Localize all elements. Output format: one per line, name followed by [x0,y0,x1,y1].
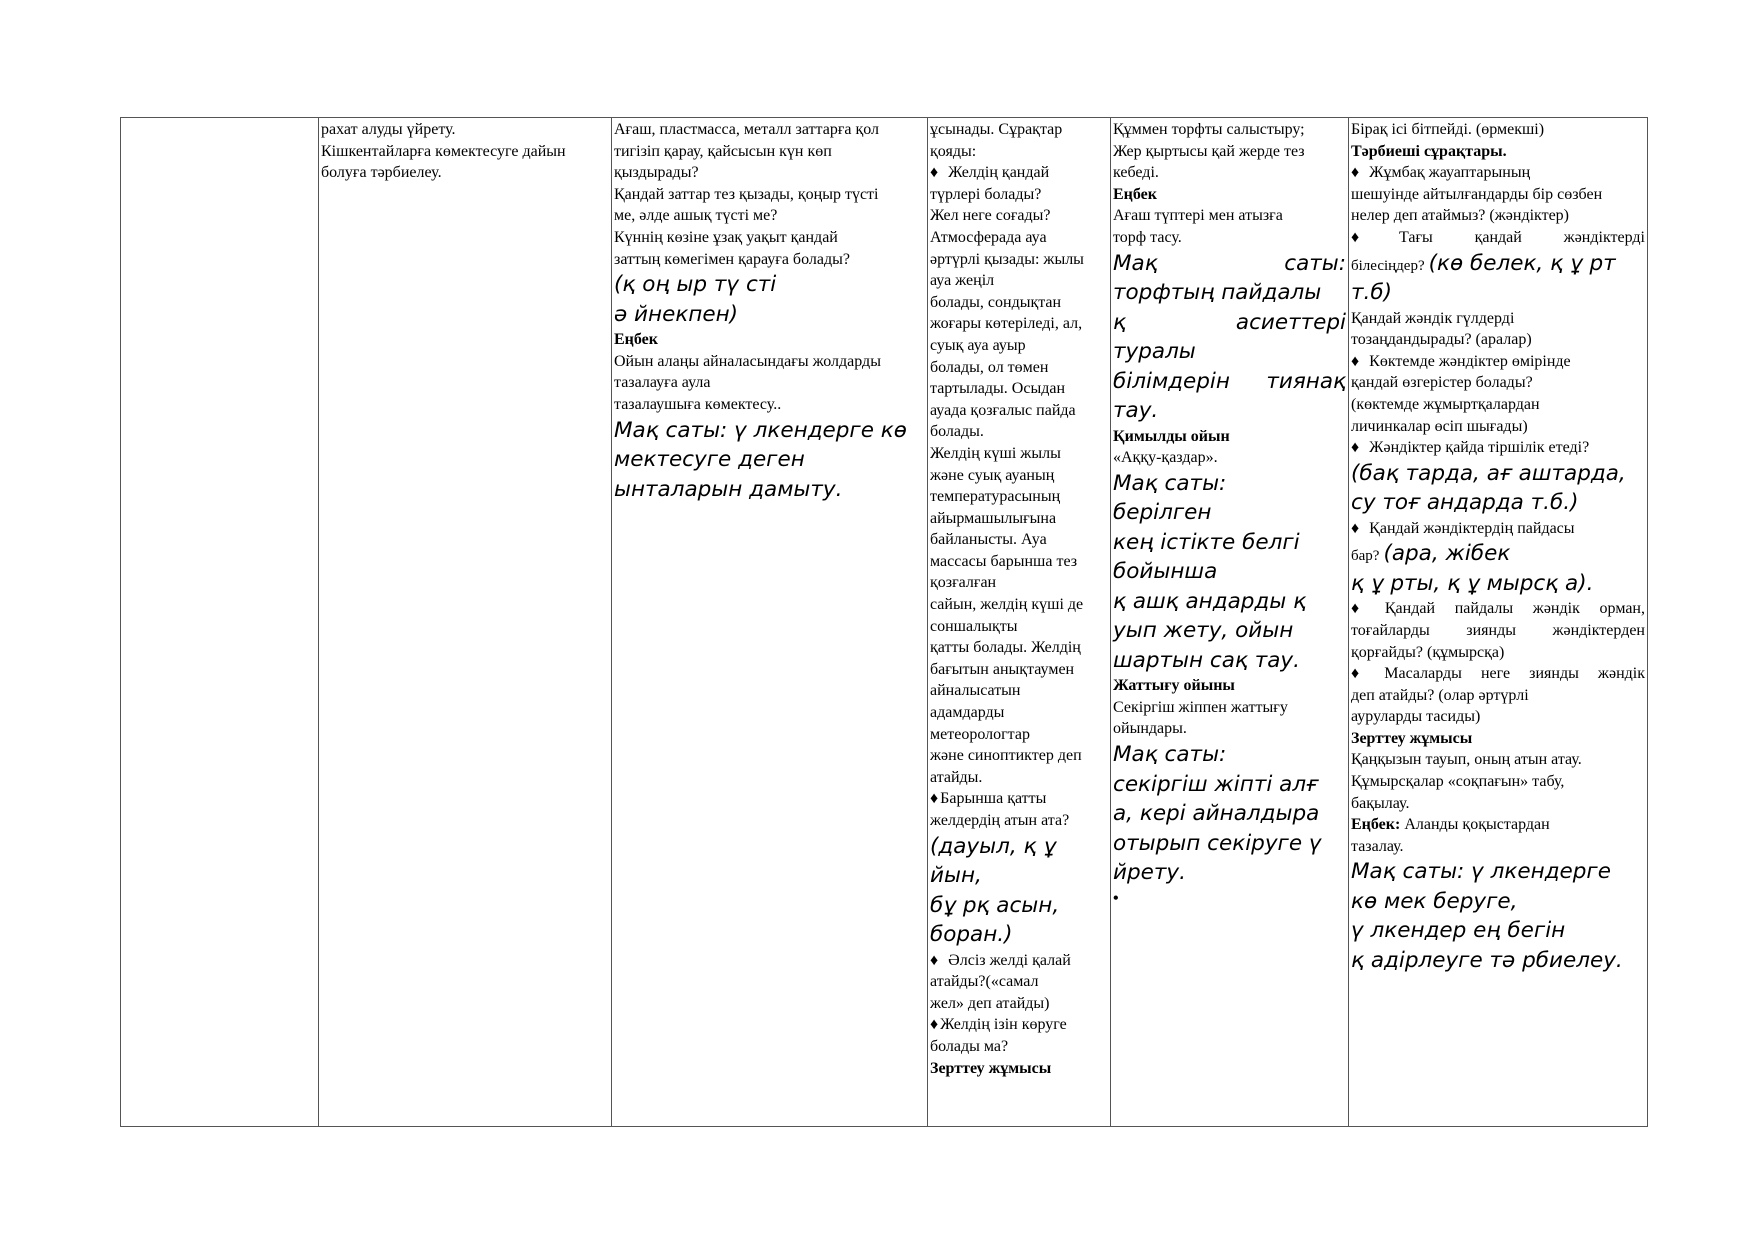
text-line: әртүрлі қызады: жылы [930,250,1084,268]
answer-text: т.б) [1351,280,1393,306]
goal-text: шартын сақ тау. [1113,647,1300,673]
text-line: Қандай жәндік гүлдерді [1351,309,1515,327]
text-line: болады ма? [930,1037,1009,1055]
text-line: метеорологтар [930,725,1030,743]
text-line: болуға тәрбиелеу. [321,164,442,182]
text-line: температурасының [930,488,1061,506]
text-line: Желдің күші жылы [930,444,1061,462]
text-line: қандай өзгерістер болады? [1351,374,1533,392]
text-line: Күннің көзіне ұзақ уақыт қандай [614,228,838,246]
goal-text: қ асиеттері [1113,309,1346,335]
text-line: бақылау. [1351,794,1410,812]
text-line: тазалауға аула [614,374,711,392]
table-cell-3 [612,118,928,1127]
text-line: желдердің атын ата? [930,812,1070,829]
text-line: ойындары. [1113,720,1187,738]
table-cell-4 [928,118,1111,1127]
question-line: ♦ Желдің қандай [930,162,1108,184]
text-line: суық ауа ауыр [930,336,1026,354]
text-line: Бірақ ісі бітпейді. (өрмекші) [1351,121,1545,138]
bullet-mark: • [1113,889,1119,907]
answer-text: қ ұ рты, қ ұ мырсқ а). [1351,570,1594,596]
question-line: ♦ Қандай пайдалы жәндік орман, [1351,598,1645,620]
text-line: тартылады. Осыдан [930,380,1066,398]
text-line: Құмырсқалар «соқпағын» табу, [1351,773,1565,791]
goal-text: торфтың пайдалы [1113,280,1322,306]
section-heading: Еңбек: [1351,816,1401,834]
goal-text: мектесуге деген [614,447,805,473]
text-line: айналысатын [930,682,1021,700]
table-cell-1 [121,118,319,1127]
question-line: ♦ Қандай жәндіктердің пайдасы [1351,518,1645,540]
goal-text: қ адірлеуге тә рбиелеу. [1351,947,1623,973]
text-line: қояды: [930,142,977,160]
goal-text: кең істікте белгі [1113,529,1300,555]
question-line: ♦ Масаларды неге зиянды жәндік [1351,663,1645,685]
text-line: Атмосферада ауа [930,228,1047,246]
text-line: личинкалар өсіп шығады) [1351,417,1528,435]
section-heading: Жаттығу ойыны [1113,677,1235,695]
text-fragment: білесіңдер? [1351,257,1425,274]
text-line: (көктемде жұмыртқалардан [1351,395,1540,413]
goal-text: отырып секіруге ү [1113,830,1322,856]
text-line: адамдарды [930,704,1005,722]
text-line: ұсынады. Сұрақтар [930,121,1063,138]
text-line: тозаңдандырады? (аралар) [1351,331,1532,349]
text-line: деп атайды? (олар әртүрлі [1351,686,1529,704]
question-line: ♦ Барынша қатты [930,788,1108,810]
goal-text: ү лкендер ең бегін [1351,918,1566,944]
text-line: массасы барынша тез [930,552,1078,570]
section-heading: Зерттеу жұмысы [1351,729,1473,747]
text-line: Қаңқызын тауып, оның атын атау. [1351,751,1582,769]
text-line: заттың көмегімен қарауға болады? [614,250,850,268]
text-line: нелер деп атаймыз? (жәндіктер) [1351,207,1570,225]
section-heading: Еңбек [1113,185,1157,203]
section-heading: Зерттеу жұмысы [930,1059,1052,1077]
goal-text: Мақ саты: ү лкендерге [1351,859,1611,885]
answer-text: (кө белек, қ ұ рт [1428,250,1616,276]
text-line: атайды?(«самал [930,973,1039,991]
text-line: жел» деп атайды) [930,994,1050,1012]
text-line: тазалау. [1351,837,1404,855]
question-line: ♦ Желдің ізін көруге [930,1014,1108,1036]
text-line: қозғалған [930,574,997,592]
text-line: түрлері болады? [930,185,1042,203]
answer-text: ә йнекпен) [614,301,739,327]
answer-text: су тоғ андарда т.б.) [1351,490,1579,516]
text-line: Ағаш түптері мен атызға [1113,207,1283,225]
goal-text: йрету. [1113,860,1186,886]
goal-text: берілген [1113,500,1212,526]
text-line: болады, сондықтан [930,293,1062,311]
text-line: шешуінде айтылғандарды бір сөзбен [1351,185,1603,203]
goal-text: Мақ саты: [1113,742,1227,768]
text-line: және суық ауаның [930,466,1055,484]
goal-text: қ ашқ андарды қ [1113,588,1307,614]
text-line: ауруларды тасиды) [1351,708,1481,726]
text-line: Кішкентайларға көмектесуге дайын [321,142,566,160]
table-cell-6 [1349,118,1648,1127]
question-answer-line [1351,249,1645,279]
section-heading: Тәрбиеші сұрақтары. [1351,142,1507,160]
text-line: қорғайды? (құмырсқа) [1351,643,1505,661]
text-line: кебеді. [1113,164,1159,182]
text-line: ауа жеңіл [930,272,995,290]
labor-line [1351,814,1645,836]
text-line: Қандай заттар тез қызады, қоңыр түсті [614,185,879,203]
text-line: тоғайларды зиянды жәндіктерден [1351,621,1645,639]
goal-text: кө мек беруге, [1351,888,1518,914]
plan-table [120,117,1648,1127]
text-line: қыздырады? [614,164,699,182]
answer-text: бұ рқ асын, [930,892,1060,918]
question-line: ♦ Әлсіз желді қалай [930,950,1108,972]
text-line: Құммен торфты салыстыру; [1113,121,1305,138]
answer-text: (қ оң ыр тү сті [614,272,777,298]
text-line: торф тасу. [1113,228,1182,246]
text-line: Ағаш, пластмасса, металл заттарға қол [614,121,880,138]
text-line: қатты болады. Желдің [930,639,1081,657]
text-line: ауада қозғалыс пайда [930,401,1076,419]
goal-text: а, кері айналдыра [1113,801,1320,827]
question-answer-line [1351,539,1645,569]
text-line: Ойын алаңы айналасындағы жолдарды [614,352,881,370]
goal-text: ынталарын дамыту. [614,476,843,502]
text-line: атайды. [930,768,983,786]
text-line: «Аққу-қаздар». [1113,449,1218,467]
text-line: ме, әлде ашық түсті ме? [614,207,778,225]
goal-text: Мақ саты: [1113,470,1227,496]
section-heading: Қимылды ойын [1113,427,1230,445]
table-cell-2 [319,118,612,1127]
section-heading: Еңбек [614,331,658,349]
table-cell-5 [1111,118,1349,1127]
question-line: ♦ Жұмбақ жауаптарының [1351,162,1645,184]
goal-text: туралы [1113,339,1196,365]
text-line: байланысты. Ауа [930,531,1047,549]
text-line: жоғары көтеріледі, ал, [930,315,1083,333]
goal-text: білімдерін тиянақ [1113,368,1346,394]
text-line: болады. [930,423,984,441]
question-line: ♦ Жәндіктер қайда тіршілік етеді? [1351,437,1645,459]
text-line: айырмашылығына [930,509,1057,527]
text-line: Жел неге соғады? [930,207,1051,225]
text-line: сайын, желдің күші де [930,596,1084,614]
goal-text: Мақ саты: [1113,250,1346,276]
answer-text: (дауыл, қ ұ йын, [930,833,1057,889]
goal-text: уып жету, ойын [1113,618,1294,644]
text-fragment: Аланды қоқыстардан [1400,816,1550,834]
goal-text: секіргіш жіпті алғ [1113,771,1319,797]
text-line: тигізіп қарау, қайсысын күн көп [614,142,832,160]
goal-text: бойынша [1113,559,1218,585]
text-fragment: бар? [1351,548,1380,565]
text-line: соншалықты [930,617,1018,635]
text-line: рахат алуды үйрету. [321,121,456,138]
question-line: ♦ Көктемде жәндіктер өмірінде [1351,351,1645,373]
text-line: бағытын анықтаумен [930,660,1075,678]
goal-text: Мақ саты: ү лкендерге кө [614,417,907,443]
answer-text: боран.) [930,922,1013,948]
text-line: болады, ол төмен [930,358,1049,376]
text-line: тазалаушыға көмектесу.. [614,395,782,413]
question-line: ♦ Тағы қандай жәндіктерді [1351,227,1645,249]
goal-text: тау. [1113,398,1159,424]
answer-text: (ара, жібек [1383,541,1511,567]
answer-text: (бақ тарда, ағ аштарда, [1351,460,1626,486]
table-row [121,118,1648,1127]
text-line: және синоптиктер деп [930,747,1082,765]
text-line: Жер қыртысы қай жерде тез [1113,142,1305,160]
text-line: Секіргіш жіппен жаттығу [1113,698,1288,716]
